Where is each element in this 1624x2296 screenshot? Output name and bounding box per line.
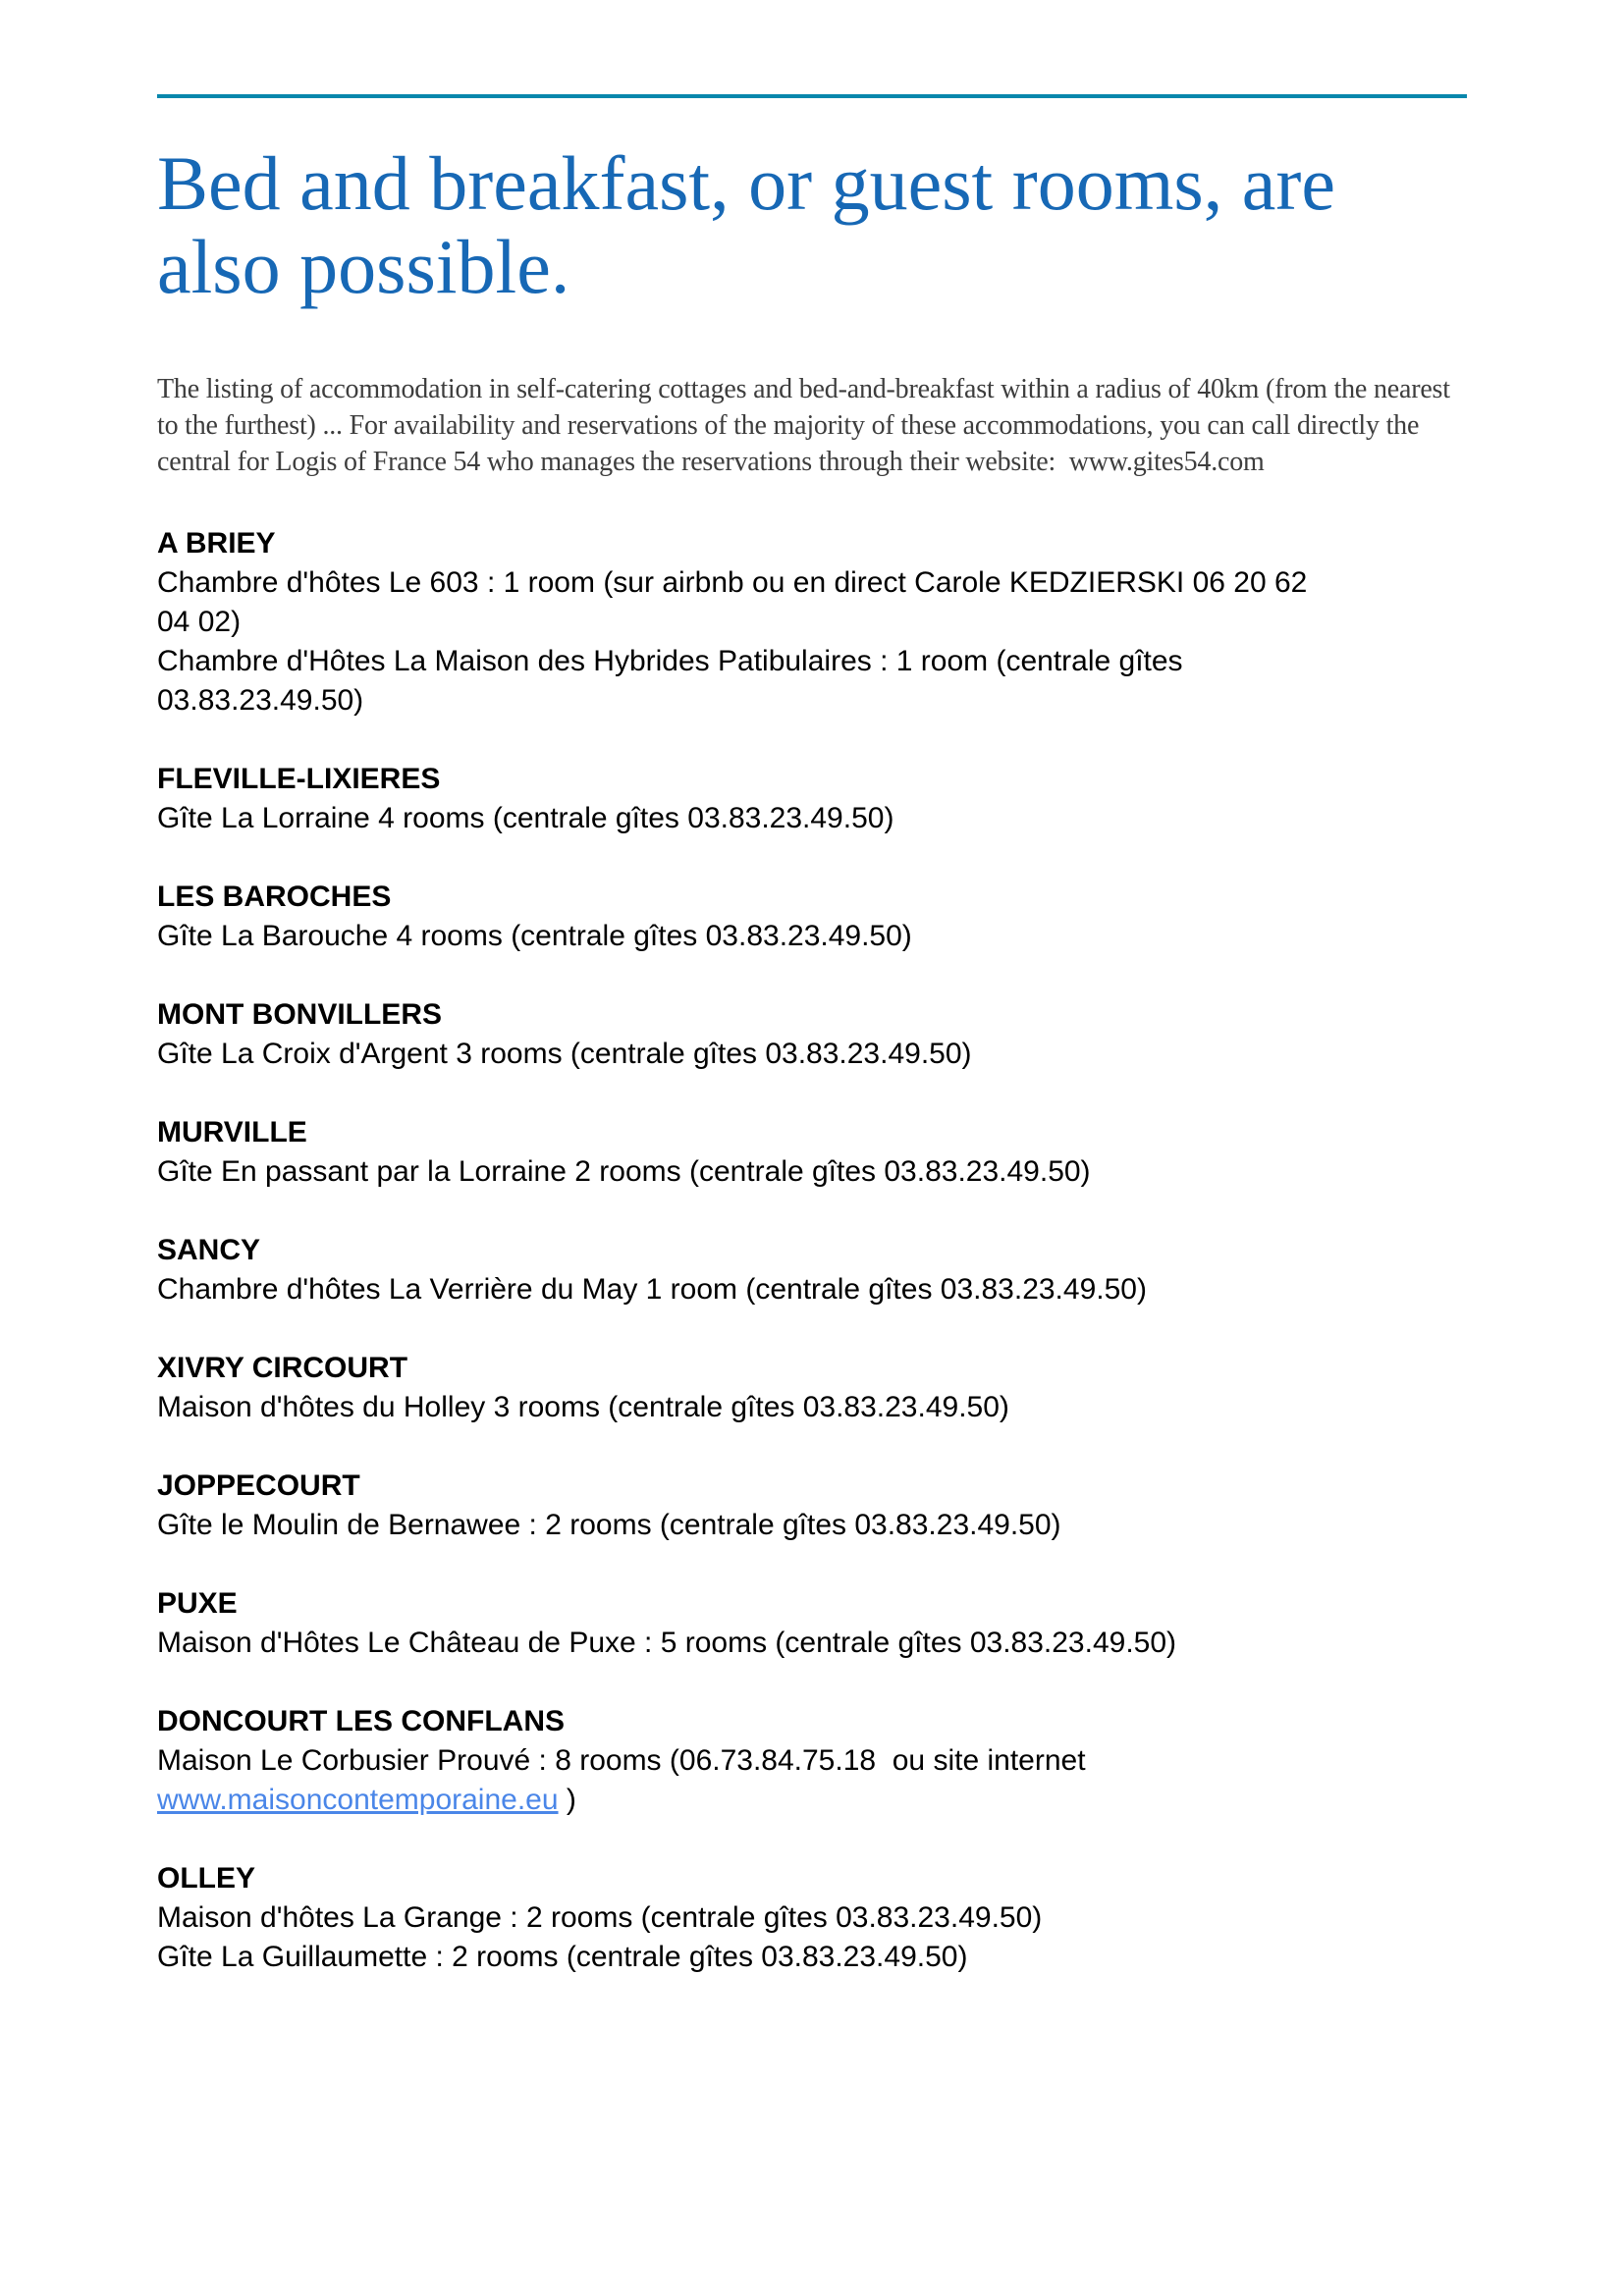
accommodation-line <box>157 799 1467 838</box>
accommodation-line-text: Gîte La Guillaumette : 2 rooms (centrale gîtes 03.83.23.49.50) <box>157 1941 968 1973</box>
accommodation-line <box>157 1152 1467 1192</box>
accommodation-line-text: Gîte La Barouche 4 rooms (centrale gîtes 03.83.23.49.50) <box>157 920 912 952</box>
accommodation-line <box>157 681 1467 721</box>
accommodation-line <box>157 1624 1467 1663</box>
accommodation-section <box>157 1467 1467 1545</box>
accommodation-line-text: Maison d'hôtes La Grange : 2 rooms (centrale gîtes 03.83.23.49.50) <box>157 1901 1043 1934</box>
section-heading: LES BAROCHES <box>157 881 392 913</box>
accommodation-line-text: Gîte En passant par la Lorraine 2 rooms (centrale gîtes 03.83.23.49.50) <box>157 1155 1091 1188</box>
section-heading: OLLEY <box>157 1862 256 1895</box>
accommodation-list <box>157 524 1467 1977</box>
intro-line: central for Logis of France 54 who manages the reservations through their website: www.gites54.com <box>157 447 1265 477</box>
title-divider-rule <box>157 94 1467 98</box>
accommodation-section <box>157 1231 1467 1309</box>
intro-paragraph <box>157 371 1467 480</box>
section-heading: XIVRY CIRCOURT <box>157 1352 408 1384</box>
accommodation-line <box>157 603 1467 642</box>
accommodation-section <box>157 524 1467 721</box>
accommodation-line-text: Gîte le Moulin de Bernawee : 2 rooms (centrale gîtes 03.83.23.49.50) <box>157 1509 1061 1541</box>
accommodation-line-text: 04 02) <box>157 606 242 638</box>
accommodation-line-text: Chambre d'Hôtes La Maison des Hybrides Patibulaires : 1 room (centrale gîtes <box>157 645 1183 677</box>
accommodation-line-text: Gîte La Croix d'Argent 3 rooms (centrale gîtes 03.83.23.49.50) <box>157 1038 972 1070</box>
accommodation-line-text: Gîte La Lorraine 4 rooms (centrale gîtes 03.83.23.49.50) <box>157 802 894 834</box>
section-heading: JOPPECOURT <box>157 1469 360 1502</box>
accommodation-section <box>157 1584 1467 1663</box>
accommodation-line <box>157 1898 1467 1938</box>
page-title-line: Bed and breakfast, or guest rooms, are <box>157 140 1335 226</box>
intro-line: The listing of accommodation in self-catering cottages and bed-and-breakfast within a radius of 40km (from the nearest <box>157 374 1450 404</box>
section-heading: A BRIEY <box>157 527 276 560</box>
accommodation-line-text: Maison d'Hôtes Le Château de Puxe : 5 rooms (centrale gîtes 03.83.23.49.50) <box>157 1627 1177 1659</box>
accommodation-line-text: Maison d'hôtes du Holley 3 rooms (centrale gîtes 03.83.23.49.50) <box>157 1391 1009 1423</box>
accommodation-line-text: ) <box>558 1784 576 1816</box>
section-heading: MONT BONVILLERS <box>157 998 442 1031</box>
accommodation-line <box>157 1035 1467 1074</box>
accommodation-line-text: Chambre d'hôtes Le 603 : 1 room (sur airbnb ou en direct Carole KEDZIERSKI 06 20 62 <box>157 566 1308 599</box>
accommodation-line <box>157 563 1467 603</box>
page-title-line: also possible. <box>157 224 570 309</box>
accommodation-section <box>157 1859 1467 1977</box>
accommodation-line <box>157 1270 1467 1309</box>
accommodation-section <box>157 1113 1467 1192</box>
accommodation-section <box>157 878 1467 956</box>
page-title <box>157 141 1467 308</box>
accommodation-line-text: Maison Le Corbusier Prouvé : 8 rooms (06.73.84.75.18 ou site internet <box>157 1744 1086 1777</box>
accommodation-line-text: 03.83.23.49.50) <box>157 684 364 717</box>
accommodation-section <box>157 1702 1467 1820</box>
accommodation-line <box>157 642 1467 681</box>
section-heading: PUXE <box>157 1587 238 1620</box>
intro-line: to the furthest) ... For availability and reservations of the majority of these accommodations, you can call directly the <box>157 410 1420 441</box>
section-heading: FLEVILLE-LIXIERES <box>157 763 441 795</box>
section-heading: DONCOURT LES CONFLANS <box>157 1705 565 1737</box>
website-link[interactable]: www.maisoncontemporaine.eu <box>157 1784 559 1816</box>
accommodation-line <box>157 1741 1467 1781</box>
accommodation-line <box>157 917 1467 956</box>
accommodation-line-text: Chambre d'hôtes La Verrière du May 1 room (centrale gîtes 03.83.23.49.50) <box>157 1273 1147 1306</box>
accommodation-line <box>157 1781 1467 1820</box>
accommodation-section <box>157 1349 1467 1427</box>
section-heading: SANCY <box>157 1234 261 1266</box>
section-heading: MURVILLE <box>157 1116 307 1148</box>
accommodation-line <box>157 1506 1467 1545</box>
accommodation-section <box>157 995 1467 1074</box>
accommodation-line <box>157 1938 1467 1977</box>
accommodation-line <box>157 1388 1467 1427</box>
accommodation-section <box>157 760 1467 838</box>
